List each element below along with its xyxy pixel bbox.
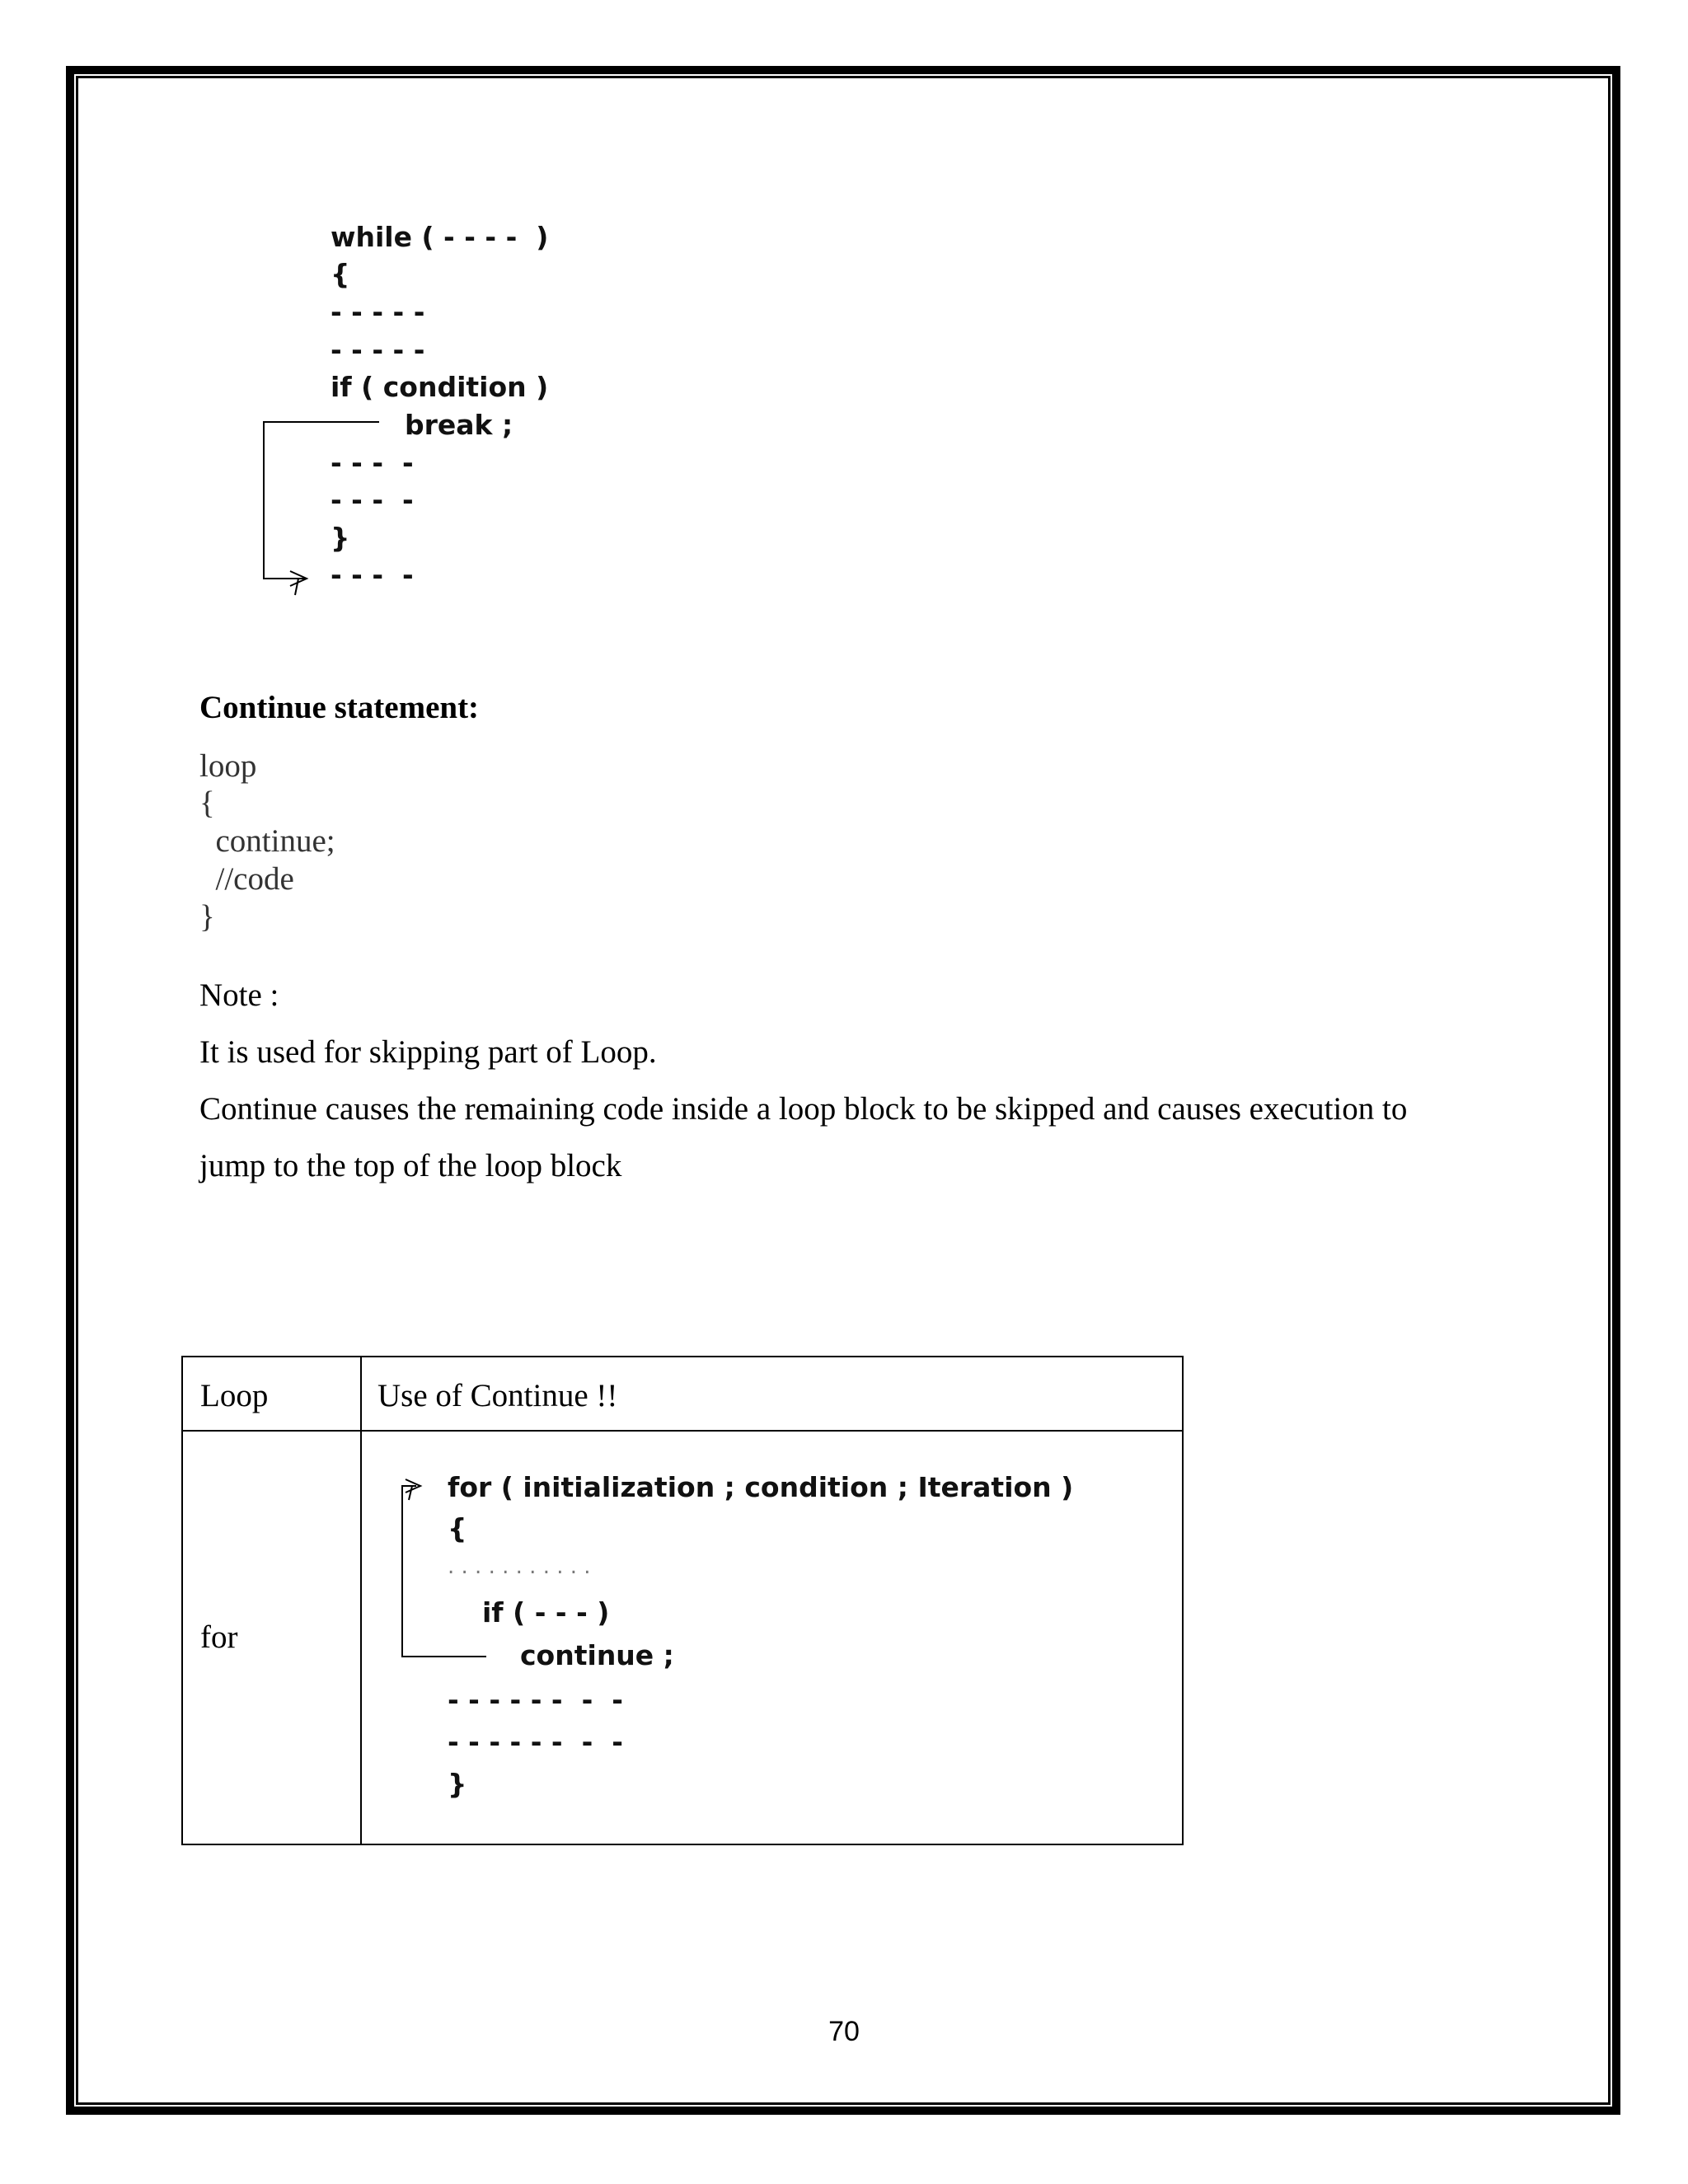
table-row-label: for (200, 1619, 238, 1655)
section-heading: Continue statement: (199, 690, 480, 725)
page-number: 70 (828, 2016, 860, 2047)
diagram-line: - - - - (331, 559, 414, 591)
note-label: Note : (199, 977, 279, 1013)
diagram-line: break ; (405, 409, 513, 441)
code-line: continue; (199, 823, 335, 859)
diagram-line: - - - - - (331, 296, 425, 328)
paragraph: It is used for skipping part of Loop. (199, 1034, 657, 1070)
diagram-line: . . . . . . . . . . . (448, 1554, 591, 1579)
diagram-line: { (331, 258, 350, 290)
diagram-line: - - - - (331, 484, 414, 516)
diagram-line: - - - - - - - - (448, 1726, 623, 1758)
paragraph: Continue causes the remaining code inside a loop block to be skipped and causes execution to (199, 1091, 1408, 1127)
diagram-line: if ( - - - ) (482, 1596, 610, 1629)
diagram-line: } (448, 1768, 467, 1800)
diagram-line: for ( initialization ; condition ; Iteration ) (448, 1471, 1074, 1503)
code-line: //code (199, 861, 294, 897)
table-header-use: Use of Continue !! (377, 1378, 618, 1413)
diagram-line: } (331, 522, 350, 554)
table-header-loop: Loop (200, 1378, 269, 1413)
diagram-line: if ( condition ) (331, 371, 549, 403)
diagram-line: { (448, 1512, 467, 1544)
code-line: { (199, 785, 215, 821)
paragraph: jump to the top of the loop block (199, 1148, 622, 1183)
diagram-line: while ( - - - - ) (331, 221, 549, 253)
diagram-line: - - - - (331, 447, 414, 479)
diagram-line: continue ; (520, 1639, 674, 1671)
diagram-line: - - - - - - - - (448, 1684, 623, 1716)
code-line: loop (199, 748, 257, 784)
code-line: } (199, 899, 215, 935)
diagram-line: - - - - - (331, 334, 425, 366)
